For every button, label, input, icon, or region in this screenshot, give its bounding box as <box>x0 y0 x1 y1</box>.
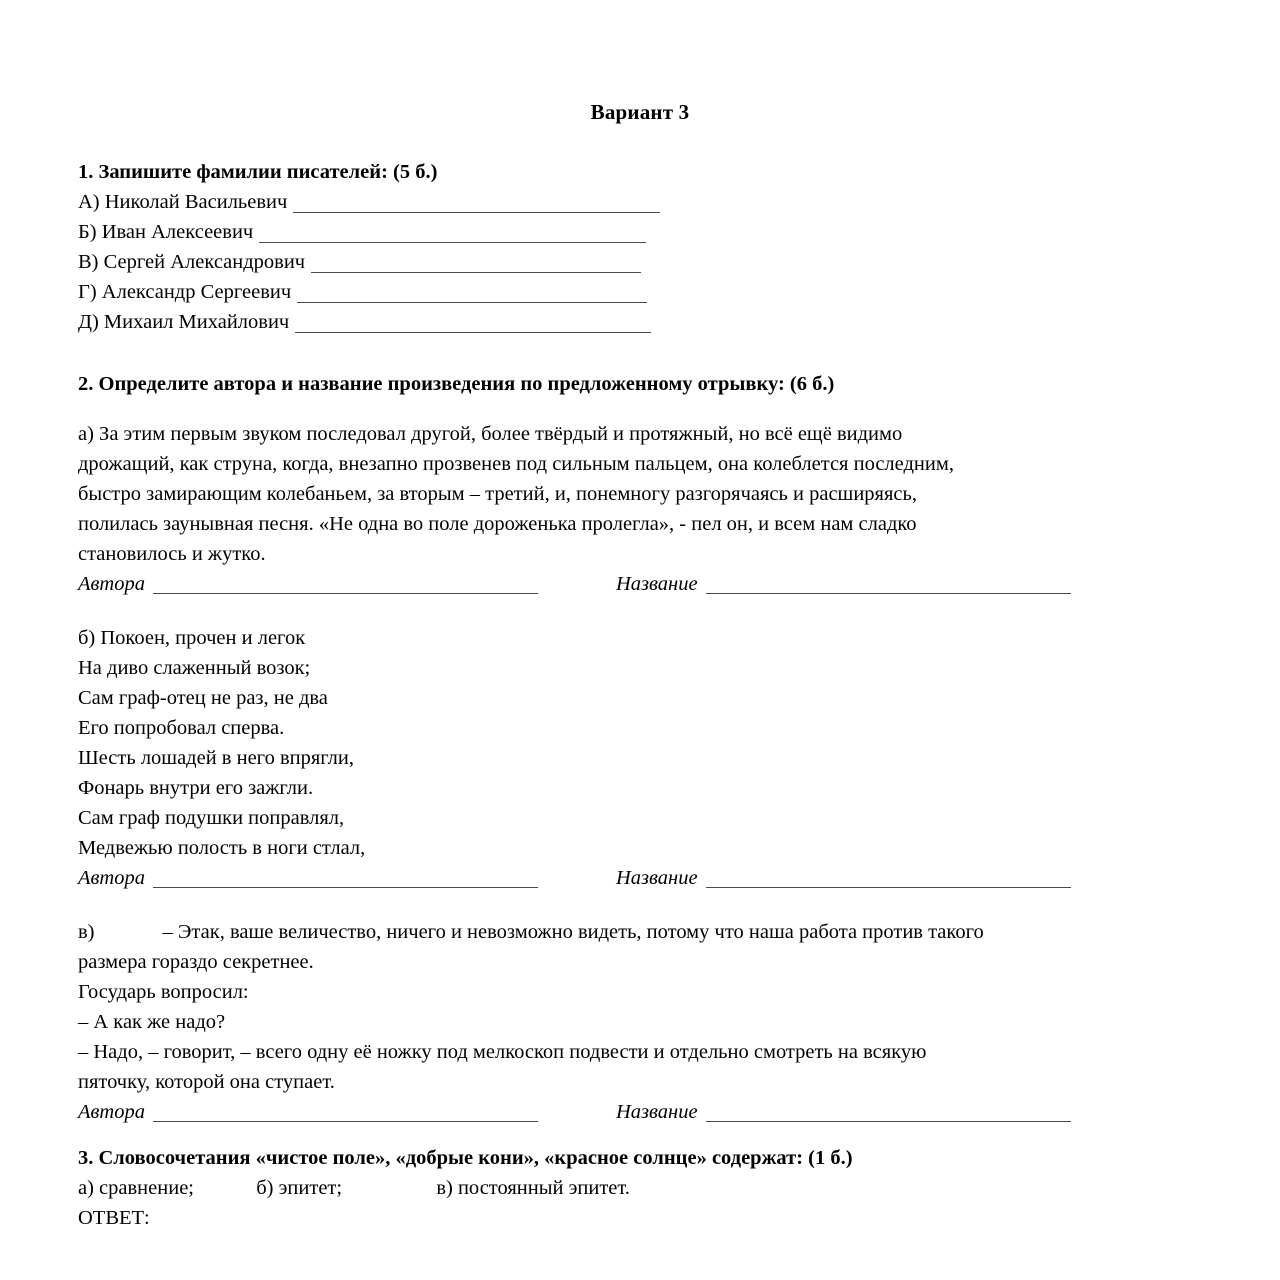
question-3-option-a[interactable]: а) сравнение; <box>78 1177 194 1199</box>
question-1-item-d <box>78 307 1202 337</box>
excerpt-v-line-4: – А как же надо? <box>78 1011 226 1033</box>
title-label: Название <box>615 1101 698 1123</box>
spacer <box>78 337 1202 369</box>
question-2-excerpt-a <box>78 419 1202 599</box>
excerpt-b-answer-row <box>78 863 1202 893</box>
excerpt-v-marker: в) <box>78 921 95 943</box>
excerpt-a-line-4: полилась заунывная песня. «Не одна во поле дороженька пролегла», - пел он, и всем нам сладко <box>78 513 917 535</box>
author-label: Автора <box>78 867 145 889</box>
spacer <box>78 893 1202 917</box>
excerpt-v-author-blank[interactable] <box>153 1121 538 1122</box>
excerpt-b-author-blank[interactable] <box>153 887 538 888</box>
author-label: Автора <box>78 573 145 595</box>
excerpt-b-line-3: Сам граф-отец не раз, не два <box>78 687 328 709</box>
question-3-heading: 3. Словосочетания «чистое поле», «добрые кони», «красное солнце» содержат: (1 б.) <box>78 1147 853 1169</box>
excerpt-v-answer-row <box>78 1097 1202 1127</box>
question-1-item-b <box>78 217 1202 247</box>
question-3-block <box>78 1143 1202 1233</box>
question-1-item-g-label: Г) Александр Сергеевич <box>78 281 292 303</box>
question-3-answer-label: ОТВЕТ: <box>78 1207 150 1229</box>
question-1-item-a-label: А) Николай Васильевич <box>78 191 288 213</box>
question-1-answer-blank-a[interactable] <box>293 212 660 213</box>
spacer <box>78 399 1202 419</box>
page-title: Вариант 3 <box>590 100 690 124</box>
question-1-heading: 1. Запишите фамилии писателей: (5 б.) <box>78 161 438 183</box>
excerpt-v-line-5: – Надо, – говорит, – всего одну её ножку под мелкоскоп подвести и отдельно смотреть на всякую <box>78 1041 927 1063</box>
excerpt-b-line-8: Медвежью полость в ноги стлал, <box>78 837 366 859</box>
excerpt-b-line-4: Его попробовал сперва. <box>78 717 285 739</box>
title-label: Название <box>615 573 698 595</box>
excerpt-a-line-2: дрожащий, как струна, когда, внезапно прозвенев под сильным пальцем, она колеблется последним, <box>78 453 954 475</box>
question-1-item-d-label: Д) Михаил Михайлович <box>78 311 290 333</box>
excerpt-a-line-3: быстро замирающим колебаньем, за вторым – третий, и, понемногу разгорячаясь и расширяясь, <box>78 483 917 505</box>
question-2-block <box>78 369 1202 1127</box>
author-label: Автора <box>78 1101 145 1123</box>
excerpt-v-line-1 <box>78 917 1202 947</box>
title-label: Название <box>615 867 698 889</box>
question-3-options-row <box>78 1173 1202 1203</box>
question-1-item-b-label: Б) Иван Алексеевич <box>78 221 254 243</box>
question-1-block <box>78 157 1202 337</box>
question-1-item-v <box>78 247 1202 277</box>
excerpt-b-line-7: Сам граф подушки поправлял, <box>78 807 345 829</box>
excerpt-b-line-5: Шесть лошадей в него впрягли, <box>78 747 354 769</box>
excerpt-a-answer-row <box>78 569 1202 599</box>
excerpt-v-line-3: Государь вопросил: <box>78 981 249 1003</box>
excerpt-a-author-blank[interactable] <box>153 593 538 594</box>
question-1-answer-blank-b[interactable] <box>259 242 646 243</box>
question-1-item-v-label: В) Сергей Александрович <box>78 251 306 273</box>
question-1-item-a <box>78 187 1202 217</box>
question-2-excerpt-b <box>78 623 1202 893</box>
excerpt-v-line-1-text: – Этак, ваше величество, ничего и невозможно видеть, потому что наша работа против такого <box>162 921 984 943</box>
excerpt-v-line-6: пяточку, которой она ступает. <box>78 1071 335 1093</box>
question-1-answer-blank-v[interactable] <box>311 272 641 273</box>
question-1-item-g <box>78 277 1202 307</box>
question-1-answer-blank-d[interactable] <box>295 332 651 333</box>
excerpt-a-line-1: а) За этим первым звуком последовал другой, более твёрдый и протяжный, но всё ещё видимо <box>78 423 903 445</box>
excerpt-b-title-blank[interactable] <box>706 887 1071 888</box>
question-2-heading: 2. Определите автора и название произведения по предложенному отрывку: (6 б.) <box>78 373 835 395</box>
spacer <box>78 599 1202 623</box>
excerpt-b-line-1: б) Покоен, прочен и легок <box>78 627 306 649</box>
question-2-excerpt-v <box>78 917 1202 1127</box>
excerpt-v-line-2: размера гораздо секретнее. <box>78 951 314 973</box>
excerpt-v-title-blank[interactable] <box>706 1121 1071 1122</box>
spacer <box>78 125 1202 157</box>
question-3-option-b[interactable]: б) эпитет; <box>256 1177 343 1199</box>
spacer <box>78 1127 1202 1143</box>
excerpt-b-line-6: Фонарь внутри его зажгли. <box>78 777 314 799</box>
excerpt-a-title-blank[interactable] <box>706 593 1071 594</box>
excerpt-a-line-5: становилось и жутко. <box>78 543 266 565</box>
excerpt-b-line-2: На диво слаженный возок; <box>78 657 311 679</box>
question-3-option-v[interactable]: в) постоянный эпитет. <box>436 1177 630 1199</box>
question-1-answer-blank-g[interactable] <box>297 302 647 303</box>
